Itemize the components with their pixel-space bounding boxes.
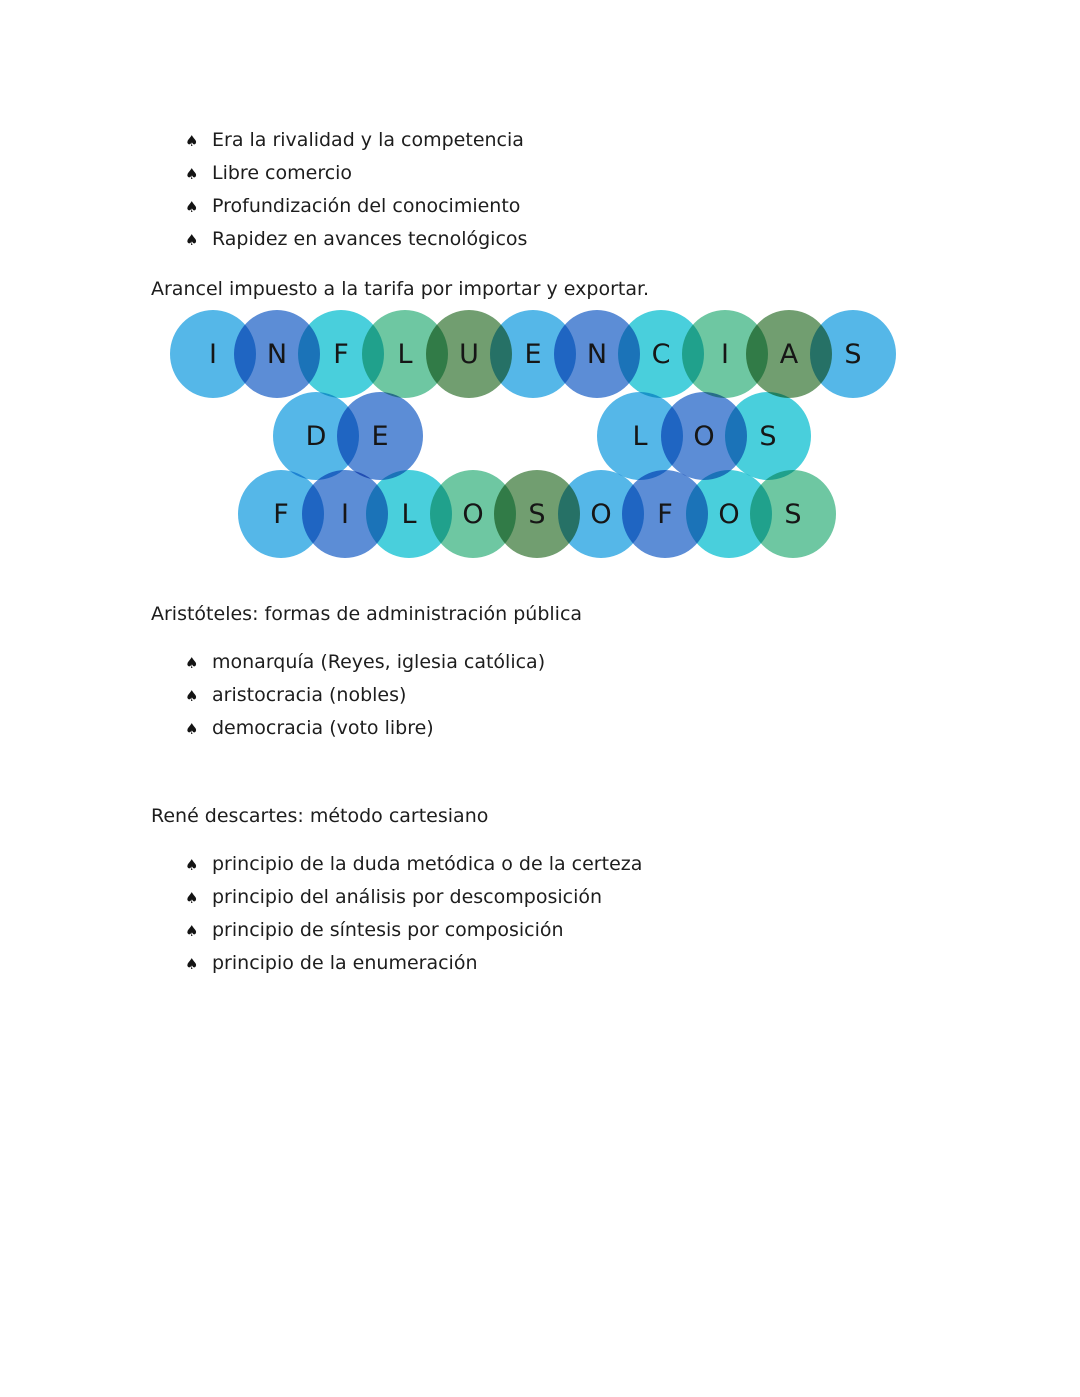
letter: A [779, 338, 799, 370]
list-item [151, 223, 981, 256]
spade-bullet-icon: ♠ [185, 165, 199, 183]
list-item [151, 157, 981, 190]
letter-circle [810, 310, 896, 398]
document-content [151, 124, 981, 980]
list-item-text: Era la rivalidad y la competencia [212, 129, 524, 151]
letter: S [528, 498, 546, 530]
arancel-note: Arancel impuesto a la tarifa por importar y exportar. [151, 278, 650, 300]
letter: O [590, 498, 612, 530]
letter-circle [750, 470, 836, 558]
word-art-row-de-los [273, 392, 981, 480]
list-item [151, 881, 981, 914]
list-item-text: aristocracia (nobles) [212, 684, 407, 706]
letter: O [693, 420, 715, 452]
word-art-row-filosofos [238, 470, 981, 558]
letter: L [401, 498, 417, 530]
list-item [151, 947, 981, 980]
list-item-text: democracia (voto libre) [212, 717, 434, 739]
spade-bullet-icon: ♠ [185, 687, 199, 705]
list-item [151, 712, 981, 745]
letter: S [759, 420, 777, 452]
list-item [151, 679, 981, 712]
list-item-text: principio de síntesis por composición [212, 919, 564, 941]
list-item-text: Rapidez en avances tecnológicos [212, 228, 528, 250]
letter: E [524, 338, 542, 370]
letter: L [397, 338, 413, 370]
list-item-text: Profundización del conocimiento [212, 195, 521, 217]
letter: D [305, 420, 327, 452]
section-aristoteles [151, 598, 981, 745]
spade-bullet-icon: ♠ [185, 654, 199, 672]
word-group-de [273, 392, 423, 480]
word-art-gap [423, 392, 597, 480]
letter: F [273, 498, 289, 530]
list-item [151, 190, 981, 223]
list-item-text: Libre comercio [212, 162, 353, 184]
word-group-los [597, 392, 811, 480]
spade-bullet-icon: ♠ [185, 856, 199, 874]
list-item [151, 848, 981, 881]
spade-bullet-icon: ♠ [185, 720, 199, 738]
list-item-text: monarquía (Reyes, iglesia católica) [212, 651, 546, 673]
word-group-influencias [170, 310, 896, 398]
list-item [151, 646, 981, 679]
word-group-filosofos [238, 470, 836, 558]
aristoteles-bullet-list [151, 646, 981, 745]
list-item-text: principio de la enumeración [212, 952, 478, 974]
letter: O [718, 498, 740, 530]
letter: I [209, 338, 217, 370]
section-descartes [151, 800, 981, 980]
letter: I [721, 338, 729, 370]
list-item [151, 914, 981, 947]
letter: F [657, 498, 673, 530]
letter: I [341, 498, 349, 530]
letter: S [784, 498, 802, 530]
letter: N [586, 338, 608, 370]
list-item [151, 124, 981, 157]
descartes-bullet-list [151, 848, 981, 980]
spade-bullet-icon: ♠ [185, 231, 199, 249]
list-item-text: principio del análisis por descomposición [212, 886, 603, 908]
intro-bullet-list [151, 124, 981, 256]
letter: L [632, 420, 648, 452]
spade-bullet-icon: ♠ [185, 889, 199, 907]
spade-bullet-icon: ♠ [185, 922, 199, 940]
descartes-heading: René descartes: método cartesiano [151, 805, 489, 827]
letter-circle [337, 392, 423, 480]
letter: C [651, 338, 671, 370]
letter: F [333, 338, 349, 370]
list-item-text: principio de la duda metódica o de la certeza [212, 853, 643, 875]
letter: S [844, 338, 862, 370]
spade-bullet-icon: ♠ [185, 132, 199, 150]
letter: O [462, 498, 484, 530]
letter: E [371, 420, 389, 452]
letter: N [266, 338, 288, 370]
letter: U [459, 338, 479, 370]
word-art-row-influencias [170, 310, 981, 398]
word-art-title [151, 310, 981, 558]
spade-bullet-icon: ♠ [185, 955, 199, 973]
letter-circle [725, 392, 811, 480]
aristoteles-heading: Aristóteles: formas de administración pública [151, 603, 583, 625]
spade-bullet-icon: ♠ [185, 198, 199, 216]
